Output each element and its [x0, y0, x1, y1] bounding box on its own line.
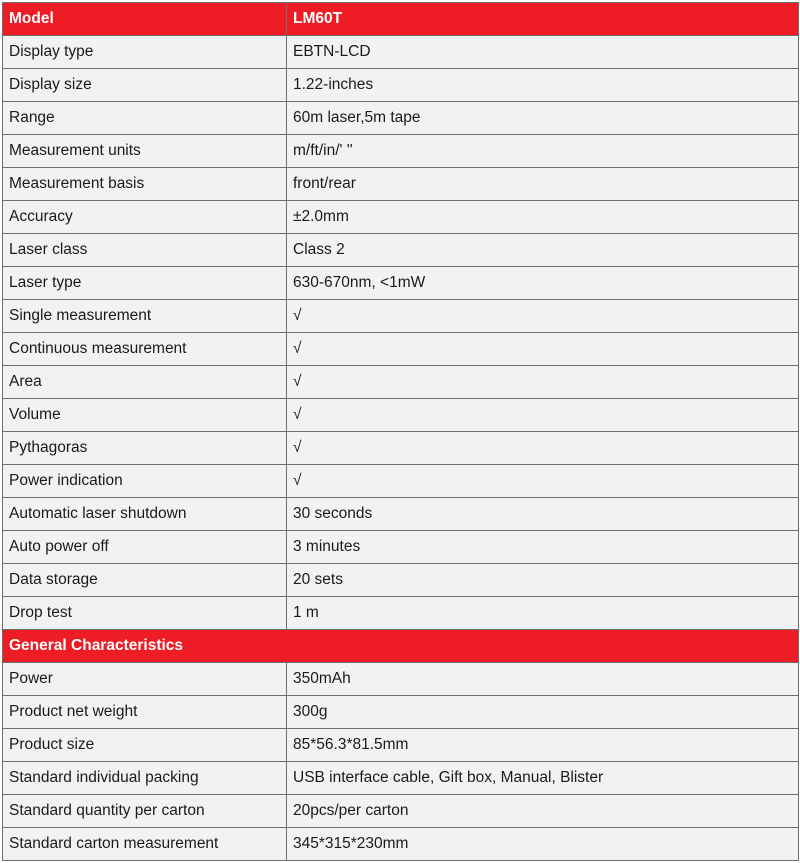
spec-row	[3, 201, 799, 234]
general-row	[3, 729, 799, 762]
spec-label: Area	[3, 366, 287, 399]
spec-row	[3, 300, 799, 333]
spec-label: Drop test	[3, 597, 287, 630]
spec-label: Standard carton measurement	[3, 828, 287, 861]
spec-label: Accuracy	[3, 201, 287, 234]
spec-value: m/ft/in/' ''	[287, 135, 799, 168]
spec-label: Product net weight	[3, 696, 287, 729]
general-row	[3, 828, 799, 861]
section-title: General Characteristics	[3, 630, 799, 663]
spec-value: √	[287, 333, 799, 366]
spec-label: Product size	[3, 729, 287, 762]
spec-table-body	[3, 3, 799, 861]
spec-value: 60m laser,5m tape	[287, 102, 799, 135]
general-row	[3, 795, 799, 828]
spec-value: 1.22-inches	[287, 69, 799, 102]
spec-value: 345*315*230mm	[287, 828, 799, 861]
spec-label: Continuous measurement	[3, 333, 287, 366]
spec-value: 85*56.3*81.5mm	[287, 729, 799, 762]
spec-value: √	[287, 432, 799, 465]
spec-value: √	[287, 300, 799, 333]
spec-row	[3, 531, 799, 564]
model-label: Model	[3, 3, 287, 36]
spec-row	[3, 366, 799, 399]
spec-value: 1 m	[287, 597, 799, 630]
spec-value: front/rear	[287, 168, 799, 201]
spec-table	[2, 2, 799, 861]
spec-label: Automatic laser shutdown	[3, 498, 287, 531]
spec-value: 20pcs/per carton	[287, 795, 799, 828]
spec-row	[3, 465, 799, 498]
spec-value: √	[287, 399, 799, 432]
spec-label: Display type	[3, 36, 287, 69]
spec-value: ±2.0mm	[287, 201, 799, 234]
spec-label: Auto power off	[3, 531, 287, 564]
general-characteristics-header-row	[3, 630, 799, 663]
spec-row	[3, 597, 799, 630]
spec-label: Power indication	[3, 465, 287, 498]
spec-label: Pythagoras	[3, 432, 287, 465]
spec-row	[3, 333, 799, 366]
spec-value: 20 sets	[287, 564, 799, 597]
spec-label: Power	[3, 663, 287, 696]
spec-row	[3, 168, 799, 201]
spec-label: Laser type	[3, 267, 287, 300]
spec-label: Single measurement	[3, 300, 287, 333]
spec-row	[3, 432, 799, 465]
spec-row	[3, 498, 799, 531]
general-row	[3, 696, 799, 729]
spec-row	[3, 69, 799, 102]
spec-label: Measurement units	[3, 135, 287, 168]
spec-row	[3, 564, 799, 597]
spec-value: USB interface cable, Gift box, Manual, Blister	[287, 762, 799, 795]
spec-value: √	[287, 465, 799, 498]
spec-row	[3, 36, 799, 69]
general-row	[3, 663, 799, 696]
spec-value: 630-670nm, <1mW	[287, 267, 799, 300]
spec-label: Data storage	[3, 564, 287, 597]
spec-label: Display size	[3, 69, 287, 102]
spec-row	[3, 399, 799, 432]
spec-value: 3 minutes	[287, 531, 799, 564]
spec-label: Range	[3, 102, 287, 135]
spec-label: Measurement basis	[3, 168, 287, 201]
spec-label: Standard individual packing	[3, 762, 287, 795]
spec-row	[3, 102, 799, 135]
general-row	[3, 762, 799, 795]
spec-value: 30 seconds	[287, 498, 799, 531]
spec-row	[3, 135, 799, 168]
spec-row	[3, 234, 799, 267]
model-header-row	[3, 3, 799, 36]
spec-value: √	[287, 366, 799, 399]
spec-label: Standard quantity per carton	[3, 795, 287, 828]
spec-label: Volume	[3, 399, 287, 432]
model-value: LM60T	[287, 3, 799, 36]
spec-value: Class 2	[287, 234, 799, 267]
spec-row	[3, 267, 799, 300]
spec-label: Laser class	[3, 234, 287, 267]
spec-value: EBTN-LCD	[287, 36, 799, 69]
spec-value: 350mAh	[287, 663, 799, 696]
spec-value: 300g	[287, 696, 799, 729]
